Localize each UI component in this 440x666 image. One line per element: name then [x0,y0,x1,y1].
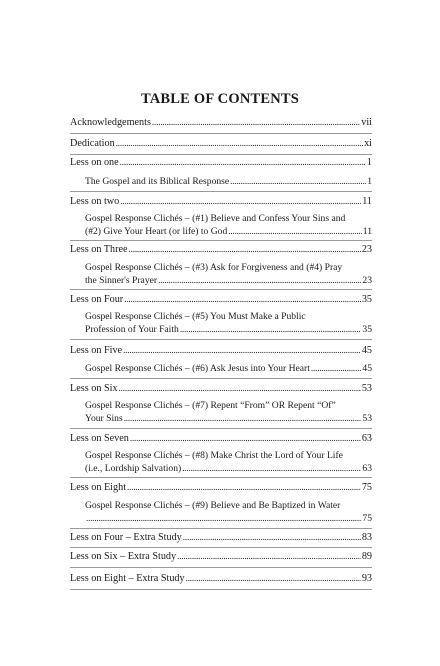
toc-entry-lesson-one[interactable] [70,156,372,169]
toc-entry-title-line2: Profession of Your Faith [85,324,179,335]
toc-page-number: xi [364,138,372,149]
dot-leader [130,432,361,445]
toc-entry-title: Acknowledgements [70,117,151,128]
toc-subentry-cliche-7[interactable] [85,400,372,425]
toc-entry-title-line1: Gospel Response Clichés – (#9) Believe and Be Baptized in Water [85,500,341,511]
toc-subentry-cliche-8[interactable] [85,450,372,475]
toc-entry-acknowledgements[interactable] [70,116,372,129]
dot-leader [158,274,361,287]
dot-leader [311,362,361,375]
dot-leader [120,195,361,208]
divider [70,133,372,134]
dot-leader [124,412,362,425]
toc-entry-lesson-four-extra[interactable] [70,531,372,544]
toc-entry-title-line1: Gospel Response Clichés – (#1) Believe and Confess Your Sins and [85,213,346,224]
divider [70,428,372,429]
divider [70,567,372,568]
toc-entry-title-line2: (i.e., Lordship Salvation) [85,463,182,474]
toc-subentry-cliche-5[interactable] [85,311,372,336]
dot-leader [183,531,361,544]
toc-entry-title: Less on Eight – Extra Study [70,573,185,584]
dot-leader [129,243,361,256]
toc-entry-title: Less on Four [70,294,124,305]
toc-entry-title: Gospel Response Clichés – (#6) Ask Jesus into Your Heart [85,363,310,374]
toc-entry-title: Less on Six – Extra Study [70,551,177,562]
divider [70,240,372,241]
divider [70,289,372,290]
dot-leader [120,156,366,169]
dot-leader [230,175,366,188]
toc-page-number: 35 [361,294,372,305]
toc-entry-lesson-four[interactable] [70,293,372,306]
toc-entry-title-line2: Your Sins [85,413,123,424]
toc-page-number: 45 [362,363,372,374]
toc-page-number: 1 [366,157,372,168]
toc-page-number: 75 [362,513,372,524]
table-of-contents [70,0,372,666]
toc-entry-title: Less on Seven [70,433,129,444]
toc-page-number: 45 [361,345,372,356]
toc-entry-lesson-three[interactable] [70,243,372,256]
dot-leader [177,550,361,563]
toc-page-number: 11 [362,226,372,237]
divider [70,477,372,478]
toc-entry-lesson-six[interactable] [70,382,372,395]
dot-leader [86,512,361,525]
toc-page-number: 83 [361,532,372,543]
dot-leader [152,116,360,129]
toc-subentry-gospel-biblical-response[interactable] [85,175,372,188]
divider [70,339,372,340]
divider [70,191,372,192]
dot-leader [180,323,362,336]
toc-entry-title-line1: Gospel Response Clichés – (#5) You Must Make a Public [85,311,306,322]
toc-entry-lesson-eight-extra[interactable] [70,572,372,585]
dot-leader [116,137,363,150]
toc-page-number: 23 [362,275,372,286]
dot-leader [119,382,361,395]
toc-entry-title-line2: the Sinner's Prayer [85,275,158,286]
divider [70,378,372,379]
toc-entry-title: Less on Five [70,345,123,356]
toc-entry-title: Less on Four – Extra Study [70,532,182,543]
toc-page-number: 1 [367,176,372,187]
toc-entry-lesson-six-extra[interactable] [70,550,372,563]
divider [70,154,372,155]
divider [70,528,372,529]
toc-entry-title: Less on two [70,196,120,207]
dot-leader [124,293,361,306]
toc-entry-lesson-eight[interactable] [70,481,372,494]
toc-entry-title-line1: Gospel Response Clichés – (#8) Make Christ the Lord of Your Life [85,450,343,461]
toc-entry-lesson-two[interactable] [70,195,372,208]
toc-entry-title-line1: Gospel Response Clichés – (#7) Repent “From” OR Repent “Of” [85,400,336,411]
toc-subentry-cliches-1-2[interactable] [85,213,372,238]
toc-page-number: 75 [361,482,372,493]
dot-leader [123,344,361,357]
toc-page-number: vii [361,117,372,128]
toc-entry-title-line2: (#2) Give Your Heart (or life) to God [85,226,228,237]
dot-leader [127,481,361,494]
toc-entry-lesson-seven[interactable] [70,432,372,445]
toc-page-number: 89 [361,551,372,562]
toc-entry-title: The Gospel and its Biblical Response [85,176,230,187]
dot-leader [182,462,361,475]
toc-page-number: 53 [362,413,372,424]
divider [70,589,372,590]
toc-entry-dedication[interactable] [70,137,372,150]
dot-leader [228,225,361,238]
toc-entry-title-line1: Gospel Response Clichés – (#3) Ask for Forgiveness and (#4) Pray [85,262,343,273]
toc-entry-title: Less on Six [70,383,118,394]
toc-entry-lesson-five[interactable] [70,344,372,357]
toc-page-number: 53 [361,383,372,394]
toc-page-number: 23 [361,244,372,255]
dot-leader [186,572,361,585]
toc-page-number: 93 [361,573,372,584]
toc-page-number: 11 [362,196,372,207]
toc-subentry-cliche-9[interactable] [85,500,372,525]
toc-page-number: 63 [361,433,372,444]
toc-page-number: 35 [362,324,372,335]
toc-entry-title: Less on Eight [70,482,127,493]
toc-subentry-cliche-6[interactable] [85,362,372,375]
toc-entry-title: Dedication [70,138,115,149]
toc-entry-title: Less on one [70,157,119,168]
divider [70,547,372,548]
page-title: TABLE OF CONTENTS [140,91,300,107]
toc-entry-title: Less on Three [70,244,128,255]
toc-subentry-cliches-3-4[interactable] [85,262,372,287]
toc-page-number: 63 [362,463,372,474]
